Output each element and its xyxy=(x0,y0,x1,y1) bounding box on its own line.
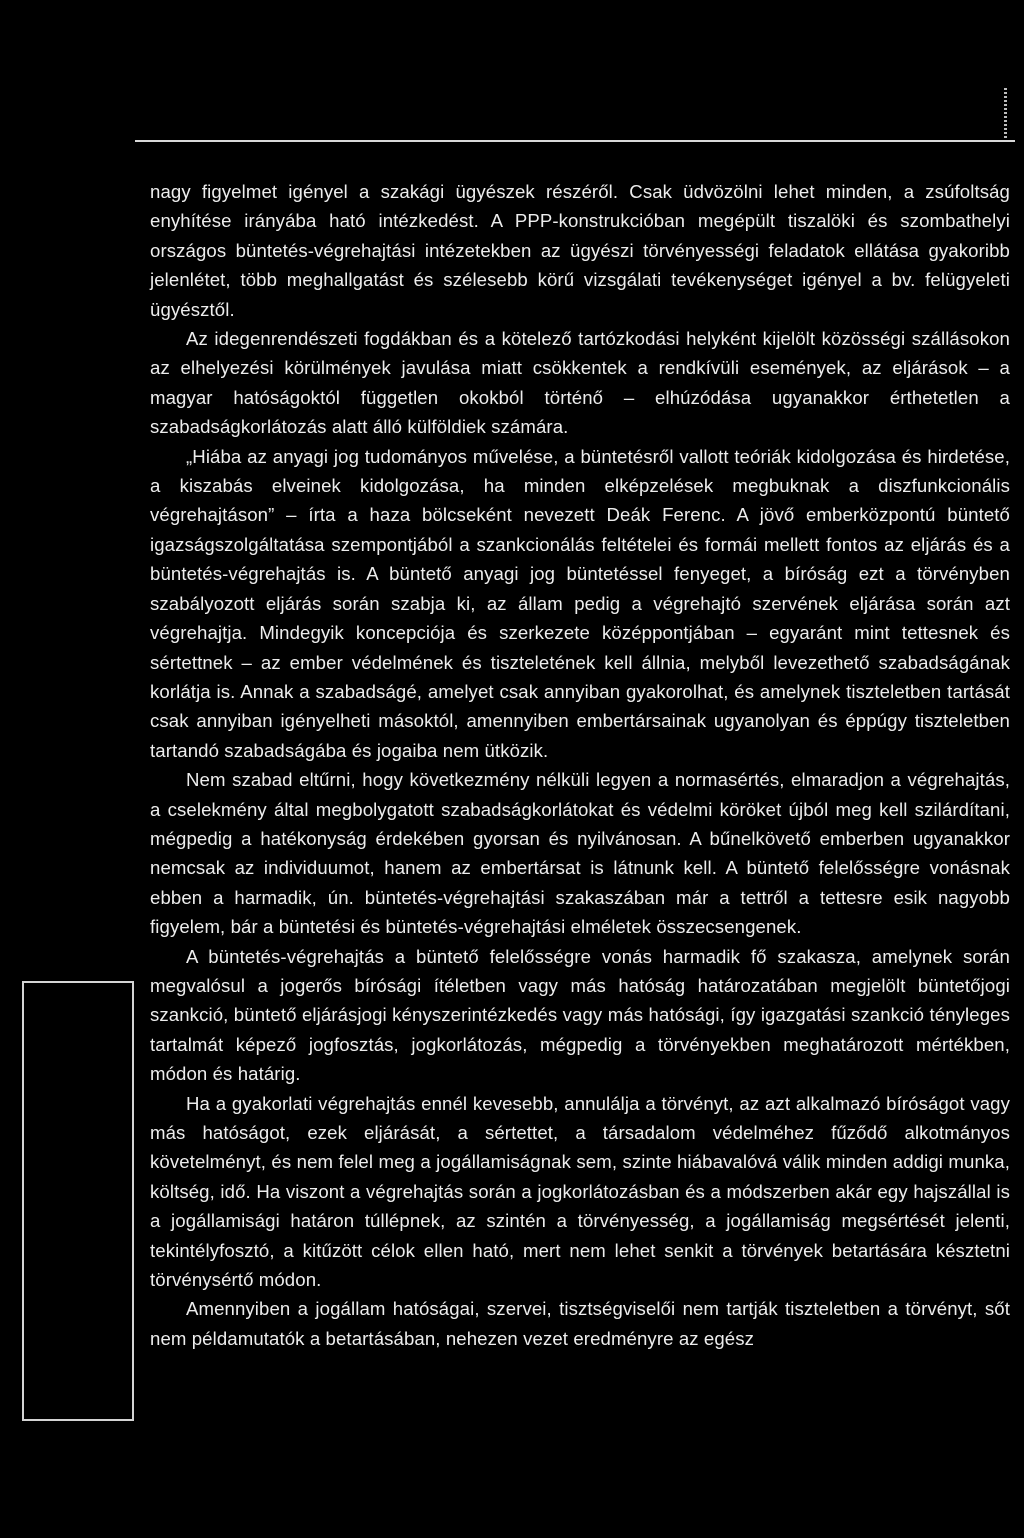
paragraph: A büntetés-végrehajtás a büntető felelősségre vonás harmadik fő szakasza, amelynek során megvalósul a jogerős bírósági ítéletben vagy más hatóság határozatában megjelölt büntetőjogi szankció, büntető eljárásjogi kényszerintézkedés vagy más hatósági, így igazgatási szankció tényleges tartalmát képező jogfosztás, jogkorlátozás, mégpedig a törvényekben meghatározott mértékben, módon és határig. xyxy=(150,945,1010,1085)
page-edge-mark xyxy=(1004,88,1007,138)
paragraph: Az idegenrendészeti fogdákban és a kötelező tartózkodási helyként kijelölt közösségi szállásokon az elhelyezési körülmények javulása miatt csökkentek a rendkívüli események, az eljárások – a magyar hatóságoktól független okokból történő – elhúzódása ugyanakkor érthetetlen a szabadságkorlátozás alatt álló külföldiek számára. xyxy=(150,328,1010,438)
paragraph: „Hiába az anyagi jog tudományos művelése, a büntetésről vallott teóriák kidolgozása és hirdetése, a kiszabás elveinek kidolgozása, ha minden elképzelések megbuknak a diszfunkcionális végrehajtáson” – írta a haza bölcseként nevezett Deák Ferenc. A jövő emberközpontú büntető igazságszolgáltatása szempontjából a szankcionálás feltételei és formái mellett fontos az eljárás és a büntetés-végrehajtás is. A büntető anyagi jog büntetéssel fenyeget, a bíróság ezt a törvényben szabályozott eljárás során szabja ki, az állam pedig a végrehajtó szervének eljárása során azt végrehajtja. Mindegyik koncepciója és szerkezete középpontjában – egyaránt mint tettesnek és sértettnek – az ember védelmének és tiszteletének kell állnia, melyből levezethető szabadságának korlátja is. Annak a szabadságé, amelyet csak annyiban gyakorolhat, és amelynek tiszteletben tartását csak annyiban igényelheti másoktól, amennyiben embertársainak ugyanolyan és éppúgy tiszteletben tartandó szabadságába és jogaiba nem ütközik. xyxy=(150,445,1010,761)
header-rule xyxy=(135,140,1015,142)
paragraph: Amennyiben a jogállam hatóságai, szervei, tisztségviselői nem tartják tiszteletben a törvényt, sőt nem példamutatók a betartásában, nehezen vezet eredményre az egész xyxy=(150,1298,1010,1349)
margin-box xyxy=(22,981,134,1421)
body-text xyxy=(150,177,1010,1353)
paragraph: Nem szabad eltűrni, hogy következmény nélküli legyen a normasértés, elmaradjon a végrehajtás, a cselekmény által megbolygatott szabadságkorlátokat és védelmi köröket újból meg kell szilárdítani, mégpedig a hatékonyság érdekében gyorsan és nyilvánosan. A bűnelkövető emberben ugyanakkor nemcsak az individuumot, hanem az embertársat is látnunk kell. A büntető felelősségre vonásnak ebben a harmadik, ún. büntetés-végrehajtási szakaszában már a tettről a tettesre esik nagyobb figyelem, bár a büntetési és büntetés-végrehajtási elméletek összecsengenek. xyxy=(150,769,1010,938)
paragraph: Ha a gyakorlati végrehajtás ennél kevesebb, annulálja a törvényt, az azt alkalmazó bíróságot vagy más hatóságot, ezek eljárását, a sértettet, a társadalom védelméhez fűződő alkotmányos követelményt, és nem felel meg a jogállamiságnak sem, szinte hiábavalóvá válik minden addigi munka, költség, idő. Ha viszont a végrehajtás során a jogkorlátozásban és a módszerben akár egy hajszállal is a jogállamisági határon túllépnek, az szintén a törvényesség, a jogállamiság megsértését jelenti, tekintélyfosztó, a kitűzött célok ellen ható, mert nem lehet senkit a törvények betartására késztetni törvénysértő módon. xyxy=(150,1092,1010,1291)
paragraph: nagy figyelmet igényel a szakági ügyészek részéről. Csak üdvözölni lehet minden, a zsúfoltság enyhítése irányába ható intézkedést. A PPP-konstrukcióban megépült tiszalöki és szombathelyi országos büntetés-végrehajtási intézetekben az ügyészi törvényességi feladatok ellátása gyakoribb jelenlétet, több meghallgatást és szélesebb körű vizsgálati tevékenységet igényel a bv. felügyeleti ügyésztől. xyxy=(150,181,1010,320)
